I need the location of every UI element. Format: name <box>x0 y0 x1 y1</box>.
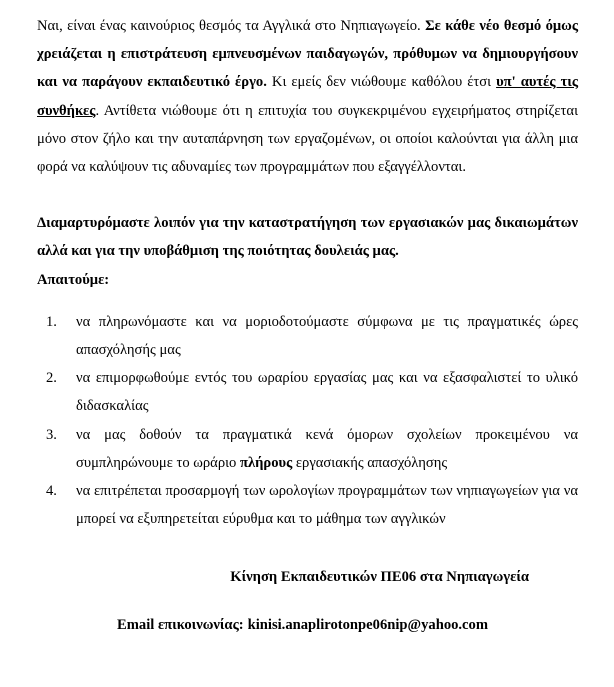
paragraph-intro-run-plain-2: Κι εμείς δεν νιώθουμε καθόλου έτσι <box>266 74 497 91</box>
list-spacer <box>37 294 578 308</box>
demand-text-before: να επιμορφωθούμε εντός του ωραρίου εργασίας μας και να εξασφαλιστεί το υλικό διδασκαλίας <box>76 370 578 415</box>
list-item <box>46 421 578 477</box>
signature-email-address[interactable]: kinisi.anaplirotonpe06nip@yahoo.com <box>247 616 488 633</box>
demand-text-bold: πλήρους <box>239 454 293 471</box>
demands-heading-text: Απαιτούμε: <box>37 271 110 288</box>
list-item <box>46 308 578 364</box>
paragraph-intro <box>37 12 578 181</box>
paragraph-protest <box>37 209 578 265</box>
list-item <box>46 477 578 533</box>
demands-list <box>37 308 578 534</box>
paragraph-intro-run-bold: Σε κάθε νέο θεσμό όμως χρειάζεται η επιστράτευση εμπνευσμένων παιδαγωγών, πρόθυμων να δημιουργήσουν και να παράγουν εκπαιδευτικό έργο. <box>37 18 578 91</box>
paragraph-intro-run-plain-3: . Αντίθετα νιώθουμε ότι η επιτυχία του συγκεκριμένου εγχειρήματος στηρίζεται μόνο στον ζήλο και την αυταπάρνηση των εργαζομένων, οι οποίοι καλούνται για άλλη μια φορά να καλύψουν τις αδυναμίες των προγραμμάτων που εξαγγέλλονται. <box>37 102 578 176</box>
signature-organization: Κίνηση Εκπαιδευτικών ΠΕ06 στα Νηπιαγωγεία <box>230 569 529 586</box>
demand-text-after: εργασιακής απασχόλησης <box>292 454 448 471</box>
demand-text-before: να πληρωνόμαστε και να μοριοδοτούμαστε σύμφωνα με τις πραγματικές ώρες απασχόλησής μας <box>76 313 578 359</box>
signature-email-row <box>37 611 568 639</box>
signature-email-label: Email επικοινωνίας: <box>117 616 244 633</box>
paragraph-spacer-1 <box>37 181 578 209</box>
paragraph-intro-run-plain-1: Ναι, είναι ένας καινούριος θεσμός τα Αγγλικά στο Νηπιαγωγείο. <box>37 18 426 34</box>
paragraph-protest-text: Διαμαρτυρόμαστε λοιπόν για την καταστρατήγηση των εργασιακών μας δικαιωμάτων αλλά και για την υποβάθμιση της ποιότητας δουλειάς μας. <box>37 215 578 260</box>
list-item <box>46 364 578 420</box>
demand-text-before: να επιτρέπεται προσαρμογή των ωρολογίων προγραμμάτων των νηπιαγωγείων για να μπορεί να εξυπηρετείται εύρυθμα και το μάθημα των αγγλικών <box>76 483 578 528</box>
demand-text-before: να μας δοθούν τα πραγματικά κενά όμορων σχολείων προκειμένου να συμπληρώνουμε το ωράριο <box>76 426 578 471</box>
signature-organization-row <box>37 563 568 591</box>
signature-block <box>37 563 578 638</box>
demands-heading <box>37 266 578 294</box>
paragraph-intro-run-underlined: υπ' αυτές τις συνθήκες <box>37 74 578 119</box>
